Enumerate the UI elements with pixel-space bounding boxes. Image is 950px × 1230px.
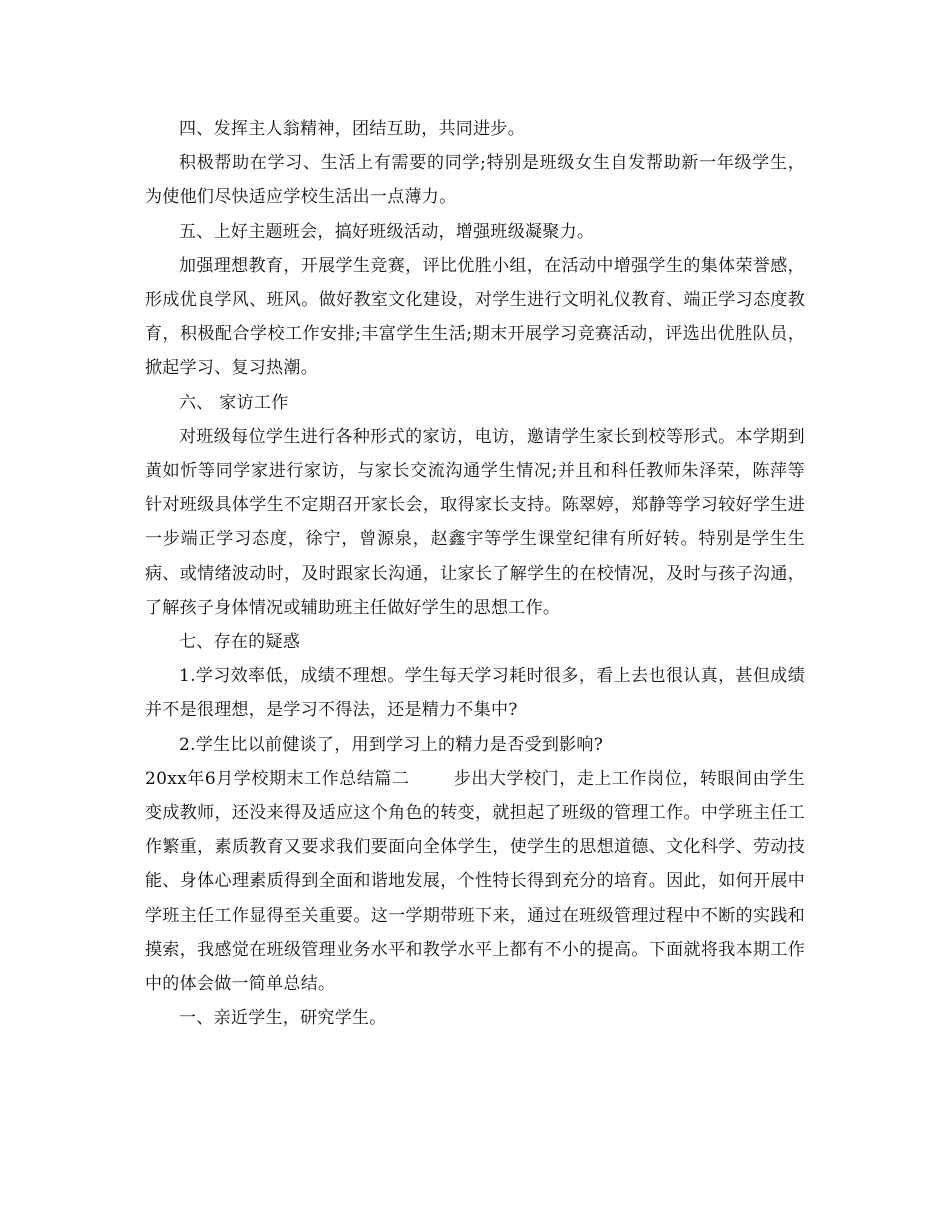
section-heading-1: 一、亲近学生，研究学生。 <box>179 1008 387 1029</box>
section-heading-7: 七、存在的疑惑 <box>179 632 301 653</box>
article-two-heading: 20xx年6月学校期末工作总结篇二 <box>145 768 410 789</box>
paragraph-ideal-education: 加强理想教育，开展学生竞赛，评比优胜小组，在活动中增强学生的集体荣誉感，形成优良学风、班风。做好教室文化建设，对学生进行文明礼仪教育、端正学习态度教育，积极配合学校工作安排;丰富学生生活;期末开展学习竞赛活动，评选出优胜队员，掀起学习、复习热潮。 <box>145 255 805 379</box>
section-heading-4: 四、发挥主人翁精神，团结互助，共同进步。 <box>179 119 525 139</box>
document-page <box>145 112 805 1035</box>
paragraph-question-1: 1.学习效率低，成绩不理想。学生每天学习耗时很多，看上去也很认真，甚但成绩并不是很理想，是学习不得法，还是精力不集中? <box>145 666 805 721</box>
article-two-body: 步出大学校门，走上工作岗位，转眼间由学生变成教师，还没来得及适应这个角色的转变，就担起了班级的管理工作。中学班主任工作繁重，素质教育又要求我们要面向全体学生，使学生的思想道德、文化科学、劳动技能、身体心理素质得到全面和谐地发展，个性特长得到充分的培育。因此，如何开展中学班主任工作显得至关重要。这一学期带班下来，通过在班级管理过程中不断的实践和摸索，我感觉在班级管理业务水平和教学水平上都有不小的提高。下面就将我本期工作中的体会做一简单总结。 <box>145 768 805 995</box>
section-heading-6: 六、 家访工作 <box>179 392 289 413</box>
paragraph-home-visits: 对班级每位学生进行各种形式的家访，电访，邀请学生家长到校等形式。本学期到黄如忻等同学家进行家访，与家长交流沟通学生情况;并且和科任教师朱泽荣，陈萍等针对班级具体学生不定期召开家长会，取得家长支持。陈翠婷，郑静等学习较好学生进一步端正学习态度，徐宁，曾源泉，赵鑫宇等学生课堂纪律有所好转。特别是学生生病、或情绪波动时，及时跟家长沟通，让家长了解学生的在校情况，及时与孩子沟通，了解孩子身体情况或辅助班主任做好学生的思想工作。 <box>145 426 805 618</box>
paragraph-question-2: 2.学生比以前健谈了，用到学习上的精力是否受到影响? <box>179 734 604 755</box>
paragraph-mutual-help: 积极帮助在学习、生活上有需要的同学;特别是班级女生自发帮助新一年级学生，为使他们尽快适应学校生活出一点薄力。 <box>145 153 805 208</box>
section-heading-5: 五、上好主题班会，搞好班级活动，增强班级凝聚力。 <box>179 221 595 242</box>
article-two-paragraph <box>145 762 805 1001</box>
